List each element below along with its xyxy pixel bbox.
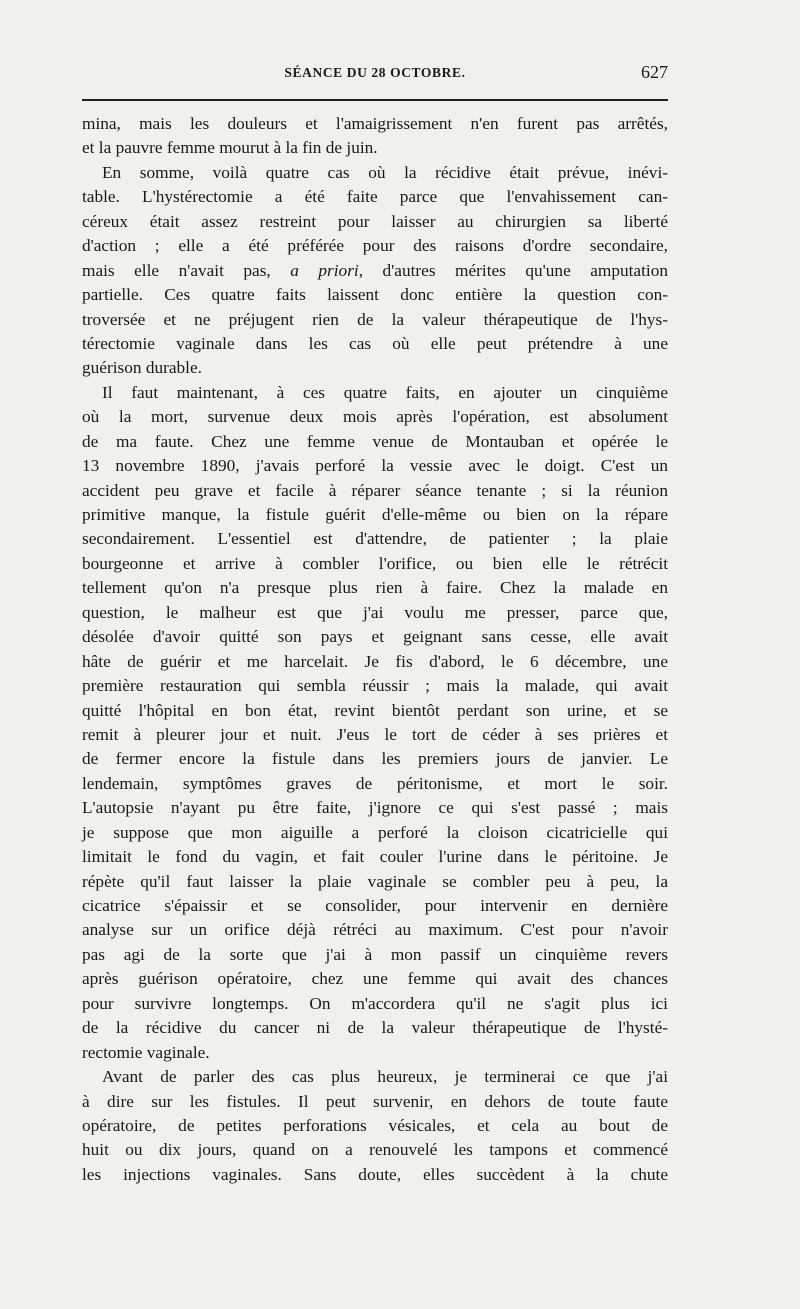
text-line: En somme, voilà quatre cas où la récidive était prévue, inévi-: [102, 162, 668, 182]
text-line: quitté l'hôpital en bon état, revint bientôt perdant son urine, et se: [82, 700, 668, 720]
text-line: tellement qu'on n'a presque plus rien à faire. Chez la malade en: [82, 578, 668, 598]
text-line: secondairement. L'essentiel est d'attendre, de patienter ; la plaie: [82, 529, 668, 549]
text-line: à dire sur les fistules. Il peut survenir, en dehors de toute faute: [82, 1091, 668, 1111]
text-line: de la récidive du cancer ni de la valeur thérapeutique de l'hysté-: [82, 1018, 668, 1038]
text-line: Il faut maintenant, à ces quatre faits, en ajouter un cinquième: [102, 382, 668, 402]
text-line: rectomie vaginale.: [82, 1042, 210, 1062]
body-text: [82, 112, 668, 1187]
text-line: partielle. Ces quatre faits laissent donc entière la question con-: [82, 285, 668, 305]
text-line: guérison durable.: [82, 358, 202, 378]
running-title: SÉANCE DU 28 OCTOBRE.: [284, 65, 466, 80]
text-line: de ma faute. Chez une femme venue de Montauban et opérée le: [82, 431, 668, 451]
text-line: huit ou dix jours, quand on a renouvelé les tampons et commencé: [82, 1140, 668, 1160]
text-line: accident peu grave et facile à réparer séance tenante ; si la réunion: [82, 480, 668, 500]
page-header: [82, 62, 668, 88]
page-number: 627: [641, 62, 668, 82]
text-line: analyse sur un orifice déjà rétréci au maximum. C'est pour n'avoir: [82, 920, 668, 940]
text-line: mais elle n'avait pas, a priori, d'autres mérites qu'une amputation: [82, 260, 668, 280]
text-line: d'action ; elle a été préférée pour des raisons d'ordre secondaire,: [82, 236, 668, 256]
text-line: pas agi de la sorte que j'ai à mon passif un cinquième revers: [82, 944, 668, 964]
text-line: opératoire, de petites perforations vésicales, et cela au bout de: [82, 1115, 668, 1135]
text-line: cicatrice s'épaissir et se consolider, pour intervenir en dernière: [82, 896, 668, 915]
text-line: mina, mais les douleurs et l'amaigrissement n'en furent pas arrêtés,: [82, 114, 668, 133]
text-line: les injections vaginales. Sans doute, elles succèdent à la chute: [82, 1164, 668, 1184]
text-line: première restauration qui sembla réussir ; mais la malade, qui avait: [82, 676, 668, 696]
text-line: après guérison opératoire, chez une femme qui avait des chances: [82, 969, 668, 989]
text-line: térectomie vaginale dans les cas où elle peut prétendre à une: [82, 333, 668, 353]
text-line: céreux était assez restreint pour laisser au chirurgien sa liberté: [82, 211, 668, 231]
text-line: limitait le fond du vagin, et fait couler l'urine dans le péritoine. Je: [82, 847, 668, 867]
text-line: troversée et ne préjugent rien de la valeur thérapeutique de l'hys-: [82, 309, 668, 329]
text-line: répète qu'il faut laisser la plaie vaginale se combler peu à peu, la: [82, 871, 668, 891]
text-line: table. L'hystérectomie a été faite parce que l'envahissement can-: [82, 187, 668, 207]
text-line: remit à pleurer jour et nuit. J'eus le tort de céder à ses prières et: [82, 724, 668, 744]
text-line: je suppose que mon aiguille a perforé la cloison cicatricielle qui: [82, 822, 668, 842]
text-line: primitive manque, la fistule guérit d'elle-même ou bien on la répare: [82, 505, 668, 524]
text-line: hâte de guérir et me harcelait. Je fis d'abord, le 6 décembre, une: [82, 651, 668, 671]
text-line: pour survivre longtemps. On m'accordera qu'il ne s'agit plus ici: [82, 993, 668, 1013]
text-line: question, le malheur est que j'ai voulu me presser, parce que,: [82, 602, 668, 622]
text-line: L'autopsie n'ayant pu être faite, j'ignore ce qui s'est passé ; mais: [82, 798, 668, 818]
text-line: et la pauvre femme mourut à la fin de juin.: [82, 138, 378, 158]
text-line: bourgeonne et arrive à combler l'orifice, ou bien elle le rétrécit: [82, 553, 668, 573]
text-line: lendemain, symptômes graves de péritonisme, et mort le soir.: [82, 773, 668, 793]
text-line: de fermer encore la fistule dans les premiers jours de janvier. Le: [82, 749, 668, 769]
text-line: 13 novembre 1890, j'avais perforé la vessie avec le doigt. C'est un: [82, 456, 668, 476]
text-line: désolée d'avoir quitté son pays et geignant sans cesse, elle avait: [82, 627, 668, 647]
header-rule: [82, 99, 668, 101]
text-line: Avant de parler des cas plus heureux, je terminerai ce que j'ai: [102, 1067, 668, 1087]
text-line: où la mort, survenue deux mois après l'opération, est absolument: [82, 407, 668, 427]
